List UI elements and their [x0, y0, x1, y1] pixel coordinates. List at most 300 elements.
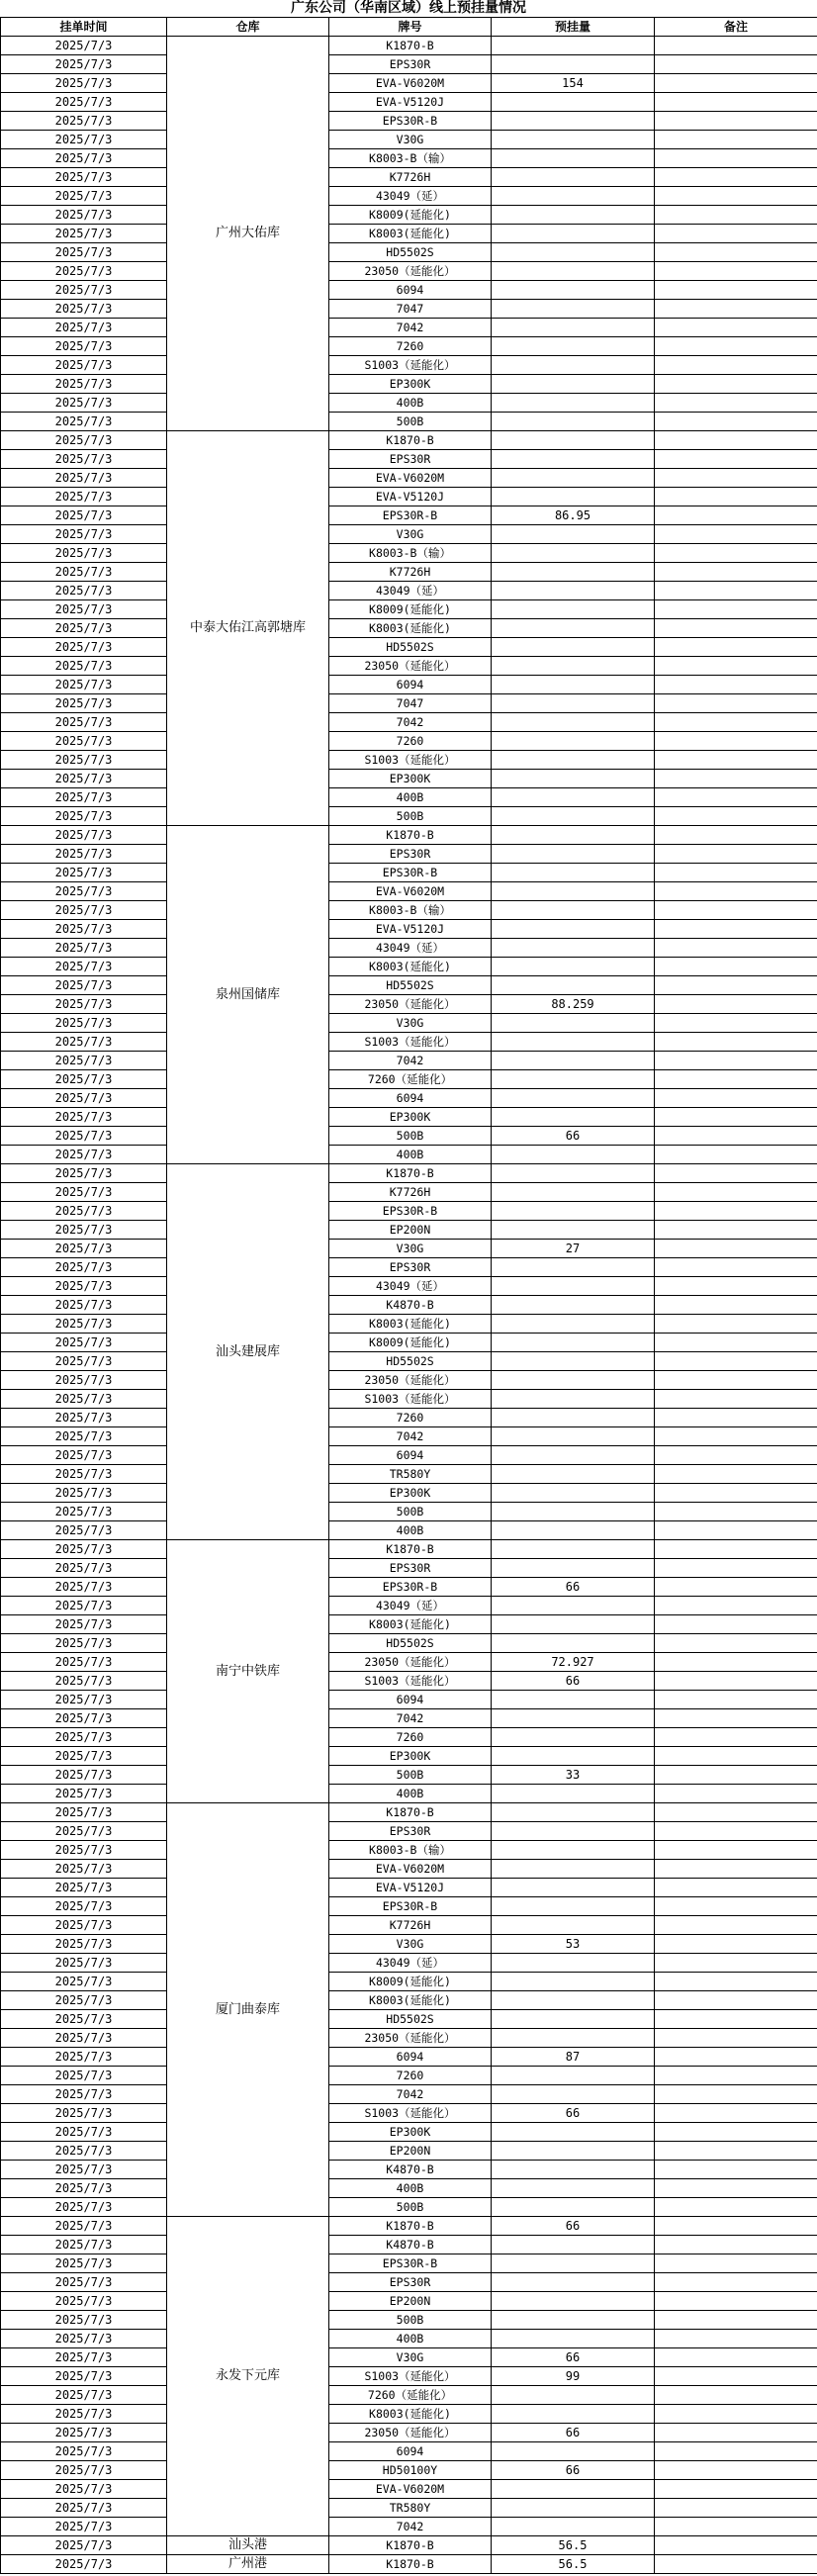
cell-quantity	[492, 939, 655, 958]
table-row	[1, 413, 817, 431]
table-row	[1, 2179, 817, 2198]
cell-warehouse: 广州大佑库	[167, 37, 329, 431]
cell-date: 2025/7/3	[1, 1446, 167, 1465]
table-row	[1, 356, 817, 375]
cell-grade: K8009(延能化)	[329, 600, 492, 619]
cell-date: 2025/7/3	[1, 1258, 167, 1277]
cell-grade: K8003-B（输）	[329, 901, 492, 920]
cell-quantity	[492, 1409, 655, 1427]
table-row	[1, 638, 817, 657]
cell-quantity	[492, 225, 655, 243]
table-row	[1, 676, 817, 694]
cell-quantity	[492, 1296, 655, 1315]
cell-grade: 400B	[329, 1146, 492, 1164]
cell-grade: S1003（延能化）	[329, 1672, 492, 1691]
cell-quantity	[492, 149, 655, 168]
cell-grade: HD50100Y	[329, 2461, 492, 2480]
cell-grade: V30G	[329, 2348, 492, 2367]
table-row	[1, 2161, 817, 2179]
cell-grade: 7042	[329, 1052, 492, 1070]
cell-date: 2025/7/3	[1, 1070, 167, 1089]
cell-grade: V30G	[329, 1240, 492, 1258]
cell-date: 2025/7/3	[1, 2085, 167, 2104]
cell-remark	[655, 93, 817, 112]
cell-grade: K8003-B（输）	[329, 1841, 492, 1860]
cell-grade: 23050（延能化）	[329, 1653, 492, 1672]
table-row	[1, 149, 817, 168]
cell-date: 2025/7/3	[1, 2254, 167, 2273]
table-row	[1, 131, 817, 149]
cell-grade: EP300K	[329, 1108, 492, 1127]
table-row	[1, 281, 817, 300]
table-row	[1, 93, 817, 112]
table-row	[1, 1634, 817, 1653]
cell-grade: 7042	[329, 1427, 492, 1446]
table-row	[1, 337, 817, 356]
cell-grade: 7042	[329, 1709, 492, 1728]
cell-date: 2025/7/3	[1, 1578, 167, 1597]
cell-quantity	[492, 2067, 655, 2085]
cell-quantity	[492, 1089, 655, 1108]
cell-remark	[655, 1954, 817, 1973]
cell-date: 2025/7/3	[1, 2499, 167, 2518]
cell-date: 2025/7/3	[1, 1822, 167, 1841]
cell-date: 2025/7/3	[1, 1108, 167, 1127]
cell-date: 2025/7/3	[1, 1597, 167, 1615]
cell-quantity	[492, 431, 655, 450]
cell-grade: 400B	[329, 788, 492, 807]
table-row	[1, 1427, 817, 1446]
cell-quantity	[492, 958, 655, 976]
cell-remark	[655, 2048, 817, 2067]
table-row	[1, 206, 817, 225]
table-row	[1, 694, 817, 713]
cell-remark	[655, 1258, 817, 1277]
table-row	[1, 826, 817, 845]
cell-remark	[655, 1578, 817, 1597]
cell-grade: K8003(延能化)	[329, 958, 492, 976]
cell-remark	[655, 1634, 817, 1653]
cell-remark	[655, 1070, 817, 1089]
table-row	[1, 1973, 817, 1991]
cell-warehouse: 永发下元库	[167, 2217, 329, 2536]
table-row	[1, 1653, 817, 1672]
cell-grade: K7726H	[329, 168, 492, 187]
cell-quantity	[492, 544, 655, 563]
cell-grade: EP200N	[329, 2292, 492, 2311]
cell-remark	[655, 788, 817, 807]
cell-remark	[655, 1822, 817, 1841]
cell-quantity	[492, 1916, 655, 1935]
cell-date: 2025/7/3	[1, 1390, 167, 1409]
cell-date: 2025/7/3	[1, 619, 167, 638]
cell-grade: 43049（延）	[329, 939, 492, 958]
table-row	[1, 2123, 817, 2142]
cell-quantity	[492, 187, 655, 206]
cell-date: 2025/7/3	[1, 1916, 167, 1935]
cell-remark	[655, 751, 817, 770]
cell-remark	[655, 1484, 817, 1503]
header-warehouse: 仓库	[167, 18, 329, 37]
cell-remark	[655, 1559, 817, 1578]
table-row	[1, 1822, 817, 1841]
cell-quantity	[492, 2029, 655, 2048]
cell-remark	[655, 2424, 817, 2442]
cell-quantity	[492, 751, 655, 770]
table-row	[1, 2217, 817, 2236]
cell-remark	[655, 563, 817, 582]
cell-grade: 23050（延能化）	[329, 995, 492, 1014]
cell-date: 2025/7/3	[1, 319, 167, 337]
cell-remark	[655, 1146, 817, 1164]
cell-date: 2025/7/3	[1, 1709, 167, 1728]
table-row	[1, 1484, 817, 1503]
table-row	[1, 525, 817, 544]
table-row	[1, 74, 817, 93]
cell-remark	[655, 149, 817, 168]
table-row	[1, 2311, 817, 2330]
cell-date: 2025/7/3	[1, 1484, 167, 1503]
table-row	[1, 2236, 817, 2254]
cell-remark	[655, 864, 817, 882]
cell-date: 2025/7/3	[1, 751, 167, 770]
cell-quantity	[492, 1014, 655, 1033]
cell-date: 2025/7/3	[1, 243, 167, 262]
cell-remark	[655, 375, 817, 394]
cell-quantity	[492, 1785, 655, 1803]
cell-grade: HD5502S	[329, 638, 492, 657]
cell-remark	[655, 431, 817, 450]
cell-quantity	[492, 770, 655, 788]
cell-grade: 43049（延）	[329, 187, 492, 206]
cell-grade: EPS30R-B	[329, 1897, 492, 1916]
cell-grade: EPS30R-B	[329, 112, 492, 131]
cell-quantity	[492, 1879, 655, 1897]
cell-date: 2025/7/3	[1, 1860, 167, 1879]
cell-remark	[655, 1089, 817, 1108]
cell-date: 2025/7/3	[1, 1089, 167, 1108]
cell-grade: 7042	[329, 2518, 492, 2536]
table-row	[1, 2348, 817, 2367]
cell-remark	[655, 300, 817, 319]
cell-remark	[655, 2536, 817, 2555]
cell-date: 2025/7/3	[1, 976, 167, 995]
cell-remark	[655, 770, 817, 788]
cell-remark	[655, 1033, 817, 1052]
cell-grade: 6094	[329, 1446, 492, 1465]
cell-remark	[655, 845, 817, 864]
table-row	[1, 469, 817, 488]
cell-grade: K8003-B（输）	[329, 149, 492, 168]
cell-remark	[655, 2330, 817, 2348]
table-row	[1, 751, 817, 770]
cell-grade: S1003（延能化）	[329, 751, 492, 770]
cell-quantity	[492, 1897, 655, 1916]
cell-quantity	[492, 1465, 655, 1484]
cell-warehouse: 厦门曲泰库	[167, 1803, 329, 2217]
cell-quantity	[492, 788, 655, 807]
cell-grade: EP300K	[329, 2123, 492, 2142]
cell-grade: 43049（延）	[329, 1597, 492, 1615]
cell-date: 2025/7/3	[1, 1728, 167, 1747]
cell-grade: V30G	[329, 131, 492, 149]
table-row	[1, 2555, 817, 2574]
cell-remark	[655, 1615, 817, 1634]
cell-remark	[655, 657, 817, 676]
cell-quantity	[492, 1860, 655, 1879]
cell-date: 2025/7/3	[1, 1127, 167, 1146]
cell-date: 2025/7/3	[1, 2348, 167, 2367]
cell-grade: 7042	[329, 319, 492, 337]
table-row	[1, 1089, 817, 1108]
header-row	[1, 18, 817, 37]
cell-remark	[655, 394, 817, 413]
cell-quantity	[492, 582, 655, 600]
cell-quantity: 53	[492, 1935, 655, 1954]
cell-quantity	[492, 2179, 655, 2198]
table-row	[1, 920, 817, 939]
cell-date: 2025/7/3	[1, 694, 167, 713]
cell-grade: EPS30R	[329, 55, 492, 74]
cell-quantity	[492, 1070, 655, 1089]
cell-quantity	[492, 1709, 655, 1728]
cell-quantity	[492, 1597, 655, 1615]
cell-date: 2025/7/3	[1, 939, 167, 958]
cell-warehouse: 汕头建展库	[167, 1164, 329, 1540]
cell-date: 2025/7/3	[1, 506, 167, 525]
cell-remark	[655, 488, 817, 506]
cell-date: 2025/7/3	[1, 1503, 167, 1521]
cell-date: 2025/7/3	[1, 93, 167, 112]
cell-grade: V30G	[329, 1935, 492, 1954]
cell-grade: HD5502S	[329, 976, 492, 995]
cell-remark	[655, 2461, 817, 2480]
cell-date: 2025/7/3	[1, 2518, 167, 2536]
cell-grade: 23050（延能化）	[329, 262, 492, 281]
table-row	[1, 1240, 817, 1258]
cell-quantity	[492, 1691, 655, 1709]
cell-date: 2025/7/3	[1, 1052, 167, 1070]
cell-grade: S1003（延能化）	[329, 1033, 492, 1052]
cell-remark	[655, 1728, 817, 1747]
cell-date: 2025/7/3	[1, 300, 167, 319]
cell-quantity	[492, 1052, 655, 1070]
table-row	[1, 901, 817, 920]
cell-remark	[655, 2217, 817, 2236]
header-remark: 备注	[655, 18, 817, 37]
cell-quantity	[492, 657, 655, 676]
cell-warehouse: 中泰大佑江高郭塘库	[167, 431, 329, 826]
cell-remark	[655, 2348, 817, 2367]
cell-date: 2025/7/3	[1, 901, 167, 920]
cell-remark	[655, 638, 817, 657]
cell-grade: K1870-B	[329, 37, 492, 55]
cell-remark	[655, 525, 817, 544]
cell-quantity	[492, 2254, 655, 2273]
cell-remark	[655, 1747, 817, 1766]
cell-date: 2025/7/3	[1, 1427, 167, 1446]
cell-grade: EVA-V5120J	[329, 488, 492, 506]
cell-remark	[655, 2236, 817, 2254]
cell-quantity	[492, 450, 655, 469]
cell-date: 2025/7/3	[1, 1615, 167, 1634]
cell-remark	[655, 281, 817, 300]
table-row	[1, 1033, 817, 1052]
cell-grade: EPS30R	[329, 450, 492, 469]
cell-remark	[655, 1991, 817, 2010]
cell-date: 2025/7/3	[1, 2010, 167, 2029]
cell-grade: K7726H	[329, 563, 492, 582]
cell-date: 2025/7/3	[1, 1747, 167, 1766]
cell-date: 2025/7/3	[1, 281, 167, 300]
cell-date: 2025/7/3	[1, 582, 167, 600]
cell-grade: K8003(延能化)	[329, 619, 492, 638]
cell-date: 2025/7/3	[1, 469, 167, 488]
cell-remark	[655, 2386, 817, 2405]
cell-quantity	[492, 732, 655, 751]
cell-date: 2025/7/3	[1, 1540, 167, 1559]
table-row	[1, 55, 817, 74]
header-date: 挂单时间	[1, 18, 167, 37]
table-row	[1, 1615, 817, 1634]
cell-date: 2025/7/3	[1, 1935, 167, 1954]
cell-grade: HD5502S	[329, 1352, 492, 1371]
table-row	[1, 1409, 817, 1427]
cell-date: 2025/7/3	[1, 600, 167, 619]
cell-quantity: 154	[492, 74, 655, 93]
table-row	[1, 732, 817, 751]
cell-grade: 23050（延能化）	[329, 2424, 492, 2442]
cell-date: 2025/7/3	[1, 563, 167, 582]
cell-grade: K8003(延能化)	[329, 1615, 492, 1634]
table-row	[1, 1352, 817, 1371]
cell-quantity	[492, 563, 655, 582]
cell-quantity: 99	[492, 2367, 655, 2386]
cell-date: 2025/7/3	[1, 55, 167, 74]
cell-grade: 7260	[329, 1409, 492, 1427]
cell-remark	[655, 1973, 817, 1991]
cell-quantity	[492, 1146, 655, 1164]
cell-remark	[655, 206, 817, 225]
cell-remark	[655, 995, 817, 1014]
cell-grade: EVA-V6020M	[329, 469, 492, 488]
cell-grade: TR580Y	[329, 2499, 492, 2518]
cell-quantity	[492, 2386, 655, 2405]
cell-date: 2025/7/3	[1, 1672, 167, 1691]
cell-date: 2025/7/3	[1, 488, 167, 506]
cell-quantity	[492, 1202, 655, 1221]
table-row	[1, 619, 817, 638]
cell-grade: 7047	[329, 694, 492, 713]
table-row	[1, 2048, 817, 2067]
cell-date: 2025/7/3	[1, 1691, 167, 1709]
table-row	[1, 1164, 817, 1183]
cell-quantity	[492, 2330, 655, 2348]
cell-grade: EP200N	[329, 1221, 492, 1240]
cell-date: 2025/7/3	[1, 1014, 167, 1033]
cell-date: 2025/7/3	[1, 1991, 167, 2010]
cell-remark	[655, 1240, 817, 1258]
cell-date: 2025/7/3	[1, 638, 167, 657]
table-row	[1, 544, 817, 563]
cell-grade: K8009(延能化)	[329, 206, 492, 225]
cell-remark	[655, 807, 817, 826]
cell-remark	[655, 2555, 817, 2574]
table-row	[1, 2010, 817, 2029]
table-row	[1, 1052, 817, 1070]
cell-quantity	[492, 2480, 655, 2499]
cell-remark	[655, 544, 817, 563]
cell-grade: K8009(延能化)	[329, 1334, 492, 1352]
cell-quantity: 27	[492, 1240, 655, 1258]
cell-date: 2025/7/3	[1, 225, 167, 243]
cell-date: 2025/7/3	[1, 1352, 167, 1371]
cell-remark	[655, 1672, 817, 1691]
cell-quantity	[492, 1108, 655, 1127]
table-row	[1, 2142, 817, 2161]
header-quantity: 预挂量	[492, 18, 655, 37]
table-row	[1, 1540, 817, 1559]
cell-remark	[655, 976, 817, 995]
cell-grade: 7260	[329, 732, 492, 751]
table-row	[1, 600, 817, 619]
cell-grade: HD5502S	[329, 1634, 492, 1653]
table-row	[1, 1014, 817, 1033]
cell-date: 2025/7/3	[1, 676, 167, 694]
cell-quantity: 66	[492, 1672, 655, 1691]
table-row	[1, 1127, 817, 1146]
cell-grade: K8009(延能化)	[329, 1973, 492, 1991]
cell-quantity	[492, 807, 655, 826]
table-row	[1, 563, 817, 582]
table-row	[1, 2104, 817, 2123]
cell-quantity: 87	[492, 2048, 655, 2067]
cell-quantity	[492, 262, 655, 281]
cell-remark	[655, 450, 817, 469]
cell-grade: 43049（延）	[329, 582, 492, 600]
cell-date: 2025/7/3	[1, 262, 167, 281]
cell-quantity	[492, 1991, 655, 2010]
cell-remark	[655, 337, 817, 356]
cell-quantity	[492, 131, 655, 149]
table-row	[1, 1315, 817, 1334]
cell-date: 2025/7/3	[1, 1634, 167, 1653]
cell-remark	[655, 1202, 817, 1221]
cell-grade: 23050（延能化）	[329, 2029, 492, 2048]
cell-grade: 6094	[329, 281, 492, 300]
table-row	[1, 2386, 817, 2405]
cell-remark	[655, 2161, 817, 2179]
table-row	[1, 1277, 817, 1296]
cell-date: 2025/7/3	[1, 882, 167, 901]
cell-grade: 6094	[329, 1089, 492, 1108]
cell-grade: K1870-B	[329, 431, 492, 450]
cell-grade: 500B	[329, 1127, 492, 1146]
cell-quantity	[492, 2123, 655, 2142]
cell-grade: K1870-B	[329, 826, 492, 845]
cell-grade: EPS30R	[329, 1822, 492, 1841]
cell-date: 2025/7/3	[1, 1879, 167, 1897]
cell-quantity	[492, 2161, 655, 2179]
table-row	[1, 1371, 817, 1390]
cell-quantity	[492, 2142, 655, 2161]
cell-quantity	[492, 845, 655, 864]
cell-quantity	[492, 1427, 655, 1446]
cell-quantity	[492, 1371, 655, 1390]
cell-date: 2025/7/3	[1, 544, 167, 563]
cell-date: 2025/7/3	[1, 2405, 167, 2424]
cell-quantity	[492, 1183, 655, 1202]
